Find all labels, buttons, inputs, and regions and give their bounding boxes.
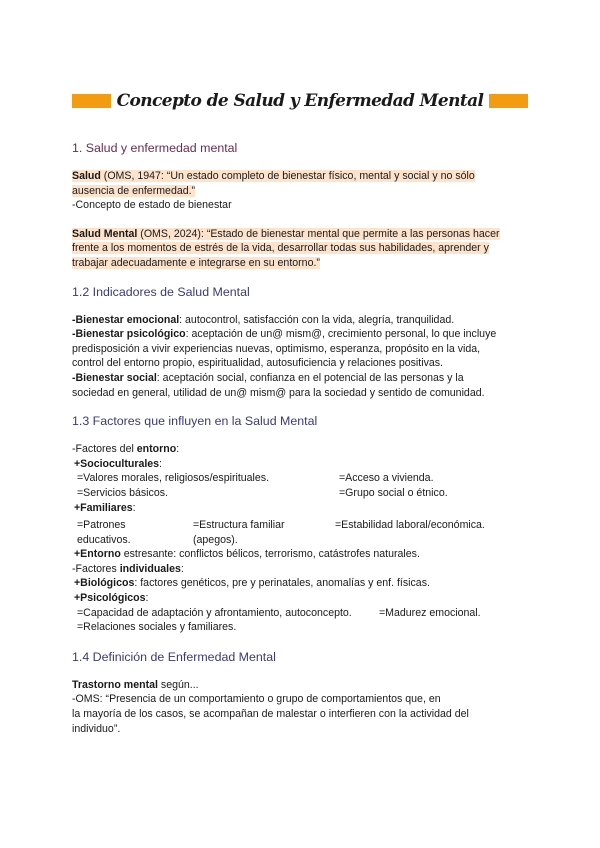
section-4-heading: 1.4 Definición de Enfermedad Mental — [72, 649, 276, 664]
soc-text-1: : aceptación social, confianza en el potencial de las personas y la — [156, 371, 464, 384]
section-2-heading: 1.2 Indicadores de Salud Mental — [72, 284, 250, 299]
psic-row-1 — [72, 606, 532, 621]
entorno-post: : — [176, 443, 180, 456]
familiares — [72, 501, 532, 516]
entorno-estresante — [72, 547, 532, 562]
document-content — [72, 140, 532, 736]
oms-line-3: individuo”. — [72, 722, 121, 735]
section-1-heading: 1. Salud y enfermedad mental — [72, 141, 238, 155]
factores-entorno — [72, 442, 532, 457]
biologicos — [72, 576, 532, 591]
socio-post: : — [159, 457, 163, 470]
psi-text-3: control del entorno propio, espiritualidad, autosuficiencia y relaciones positivas. — [72, 357, 443, 370]
section-3-heading: 1.3 Factores que influyen en la Salud Mental — [72, 414, 318, 429]
salud-definition — [72, 169, 532, 198]
tm-post: según... — [157, 678, 199, 691]
fam-term: +Familiares — [74, 501, 133, 514]
factores-individuales — [72, 562, 532, 577]
sm-def-line-2: frente a los momentos de estrés de la vida, desarrollar todas sus habilidades, aprender y — [72, 242, 489, 255]
socio-item-2: =Acceso a vivienda. — [339, 472, 434, 485]
psic-post: : — [145, 592, 149, 605]
salud-def-line-2: ausencia de enfermedad.” — [72, 184, 196, 197]
psicologicos — [72, 591, 532, 606]
bio-text: : factores genéticos, pre y perinatales, anomalías y enf. físicas. — [134, 577, 430, 590]
oms-line-1: -OMS: “Presencia de un comportamiento o grupo de comportamientos que, en — [72, 693, 441, 706]
sm-def-line-1: (OMS, 2024): “Estado de bienestar mental que permite a las personas hacer — [137, 227, 500, 240]
fam-post: : — [132, 501, 136, 514]
fam-item-3: =Estabilidad laboral/económica. — [335, 519, 485, 532]
socio-item-3: =Servicios básicos. — [77, 486, 168, 499]
sm-def-line-3: trabajar adecuadamente e integrarse en su entorno.” — [72, 256, 320, 269]
psi-term: -Bienestar psicológico — [72, 328, 186, 341]
title-banner — [72, 86, 528, 116]
oms-definition — [72, 692, 532, 736]
socio-row-2 — [72, 486, 532, 501]
entorno-term: entorno — [136, 443, 177, 456]
ind-pre: -Factores — [72, 562, 120, 575]
fam-item-2: =Estructura familiar (apegos). — [193, 519, 285, 546]
psi-text-1: : aceptación de un@ mism@, crecimiento personal, lo que incluye — [185, 328, 497, 341]
salud-def-line-1: (OMS, 1947: “Un estado completo de bienestar físico, mental y social y no sólo — [100, 170, 475, 182]
socio-term: +Socioculturales — [74, 457, 160, 470]
bienestar-emocional — [72, 313, 532, 328]
sm-highlight — [72, 228, 500, 240]
emo-text: : autocontrol, satisfacción con la vida, alegría, tranquilidad. — [179, 313, 455, 326]
salud-note: -Concepto de estado de bienestar — [72, 199, 232, 212]
ind-term: individuales — [119, 562, 181, 575]
soc-text-2: sociedad en general, utilidad de un@ mism@ para la sociedad y sentido de comunidad. — [72, 386, 485, 399]
psi-text-2: predisposición a vivir experiencias nuevas, optimismo, esperanza, propósito en la vida, — [72, 342, 481, 355]
psic-item-1: =Capacidad de adaptación y afrontamiento, autoconcepto. — [77, 606, 352, 619]
ind-post: : — [180, 562, 184, 575]
psic-item-2: =Madurez emocional. — [379, 606, 481, 619]
fam-item-1: =Patrones educativos. — [77, 519, 131, 546]
tm-term: Trastorno mental — [72, 678, 158, 691]
socio-row-1 — [72, 471, 532, 486]
bienestar-psicologico — [72, 327, 532, 371]
oms-line-2: la mayoría de los casos, se acompañan de malestar o interfieren con la actividad del — [72, 708, 469, 721]
fam-row — [72, 518, 532, 547]
title-bar-left — [72, 94, 111, 108]
sm-term: Salud Mental — [72, 227, 138, 240]
title-bar-right — [489, 94, 528, 108]
ent-term: +Entorno — [74, 548, 121, 561]
socioculturales — [72, 457, 532, 472]
trastorno-mental — [72, 678, 532, 693]
entorno-pre: -Factores del — [72, 443, 137, 456]
soc-term: -Bienestar social — [72, 371, 157, 384]
socio-item-1: =Valores morales, religiosos/espirituales. — [77, 472, 270, 485]
salud-mental-definition — [72, 227, 532, 271]
socio-item-4: =Grupo social o étnico. — [339, 486, 448, 499]
ent-text: estresante: conflictos bélicos, terrorismo, catástrofes naturales. — [120, 548, 420, 561]
salud-term: Salud — [72, 170, 101, 182]
salud-highlight — [72, 170, 475, 182]
emo-term: -Bienestar emocional — [72, 313, 180, 326]
bienestar-social — [72, 371, 532, 400]
page-title: Concepto de Salud y Enfermedad Mental — [116, 91, 484, 111]
psic-term: +Psicológicos — [74, 592, 146, 605]
psic-item-3: =Relaciones sociales y familiares. — [77, 621, 237, 634]
bio-term: +Biológicos — [74, 577, 135, 590]
